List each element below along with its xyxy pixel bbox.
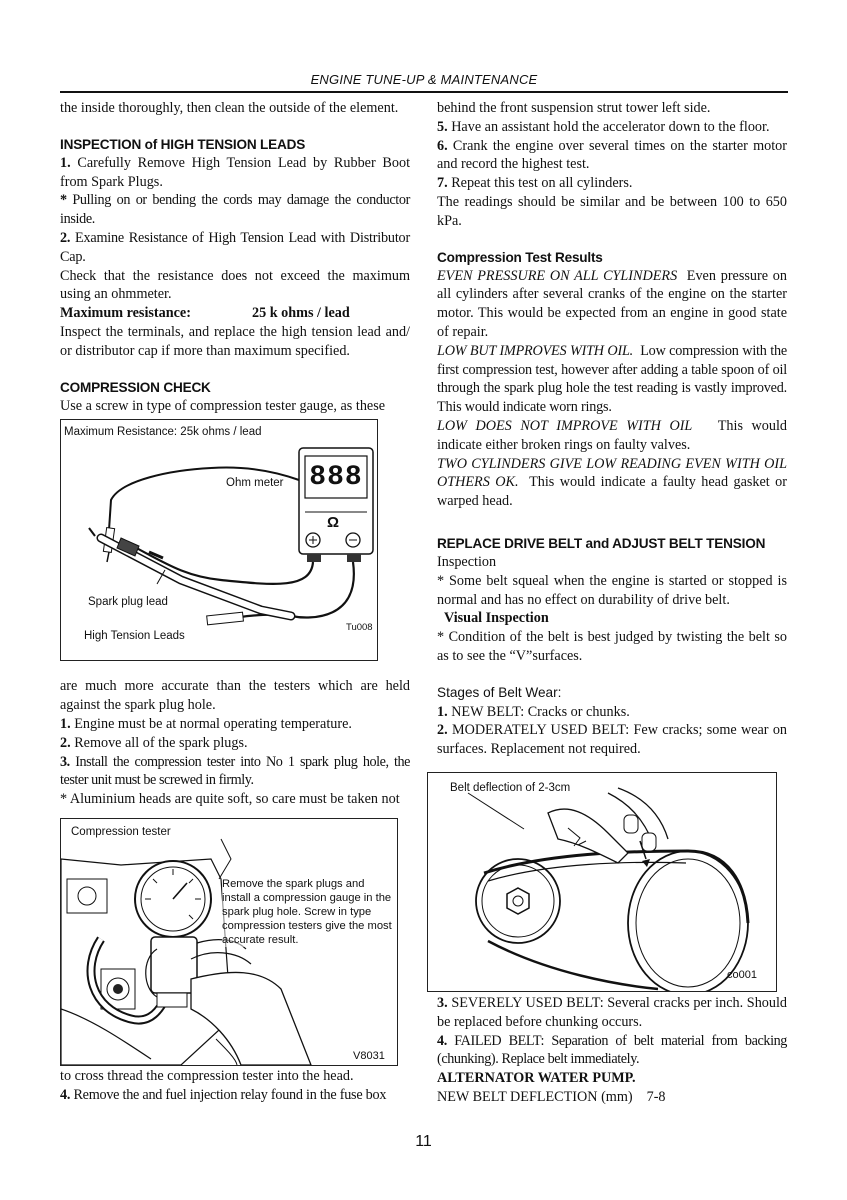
deflection-value: 7-8: [646, 1088, 666, 1105]
ohm-meter-figure: [60, 419, 378, 661]
belt-deflection-figure: [427, 772, 777, 992]
ht-step-2: 2. Examine Resistance of High Tension Lead with Distributor Cap.: [60, 229, 410, 265]
figure-title: Compression tester: [71, 825, 171, 838]
ht-step-1: 1. Carefully Remove High Tension Lead by Rubber Boot from Spark Plugs.: [60, 154, 411, 190]
comp-step-4: 4. Remove the and fuel injection relay found in the fuse box: [60, 1086, 387, 1103]
ht-heading: INSPECTION of HIGH TENSION LEADS: [60, 136, 306, 152]
belt-heading: REPLACE DRIVE BELT and ADJUST BELT TENSION: [437, 535, 766, 551]
result-low-no-improve: LOW DOES NOT IMPROVE WITH OIL This would indicate either broken rings on faulty valves.: [437, 417, 787, 453]
figure-title: Maximum Resistance: 25k ohms / lead: [64, 426, 262, 439]
stages-heading: Stages of Belt Wear:: [437, 684, 562, 700]
comp-step-6: 6. Crank the engine over several times on the starter motor and record the highest test.: [437, 137, 787, 173]
page-header: ENGINE TUNE-UP & MAINTENANCE: [310, 72, 538, 87]
compression-heading: COMPRESSION CHECK: [60, 379, 211, 395]
ht-inspect: Inspect the terminals, and replace the high tension lead and/ or distributor cap if more than maximum specified.: [60, 323, 410, 359]
spark-plug-lead-label: Spark plug lead: [88, 596, 168, 609]
comp-step-2: 2. Remove all of the spark plugs.: [60, 734, 248, 751]
figure-code: Tu008: [346, 622, 373, 634]
stage-2: 2. MODERATELY USED BELT: Few cracks; some wear on surfaces. Replacement not required.: [437, 722, 788, 758]
stage-1: 1. NEW BELT: Cracks or chunks.: [437, 703, 630, 720]
ohm-meter-label: Ohm meter: [226, 477, 284, 490]
ht-check: Check that the resistance does not exceed the maximum using an ohmmeter.: [60, 267, 410, 303]
belt-deflection-illustration: [428, 773, 776, 991]
intro-text: the inside thoroughly, then clean the outside of the element.: [60, 100, 399, 116]
alternator-heading: ALTERNATOR WATER PUMP.: [437, 1070, 636, 1087]
belt-note-2: * Condition of the belt is best judged by twisting the belt so as to see the “V”surfaces.: [437, 629, 787, 664]
results-heading: Compression Test Results: [437, 249, 603, 265]
comp-step-5: 5. Have an assistant hold the accelerator down to the floor.: [437, 118, 770, 135]
right-intro: behind the front suspension strut tower left side.: [437, 100, 711, 116]
aluminium-note: * Aluminium heads are quite soft, so care must be taken not: [60, 791, 400, 808]
ht-leads-label: High Tension Leads: [84, 630, 185, 643]
max-resistance: Maximum resistance: 25 k ohms / lead: [60, 305, 350, 322]
visual-inspection-heading: Visual Inspection: [444, 610, 549, 627]
figure-code: V8031: [353, 1049, 385, 1062]
result-low-improves: LOW BUT IMPROVES WITH OIL. Low compression with the first compression test, however after adding a table spoon of oil through the spark plug hole the test reading is vastly improved. This would indicate worn rings.: [437, 342, 788, 416]
page-number: 11: [415, 1133, 432, 1150]
new-belt-deflection: NEW BELT DEFLECTION (mm) 7-8: [437, 1088, 666, 1105]
header-rule: [60, 91, 788, 93]
right-column: [437, 99, 787, 1107]
stage-3: 3. SEVERELY USED BELT: Several cracks per inch. Should be replaced before chunking occurs.: [437, 994, 788, 1030]
readings-text: The readings should be similar and be between 100 to 650 kPa.: [437, 193, 787, 229]
belt-note-1: * Some belt squeal when the engine is started or stopped is normal and has no effect on durability of drive belt.: [437, 572, 787, 608]
figure-caption: Remove the spark plugs and install a compression gauge in the spark plug hole. Screw in type compression testers give the most accurate result.: [222, 877, 394, 947]
inspection-label: Inspection: [437, 553, 497, 570]
compression-continued: are much more accurate than the testers which are held against the spark plug hole.: [60, 678, 410, 714]
comp-step-1: 1. Engine must be at normal operating temperature.: [60, 715, 352, 732]
left-column: [60, 99, 410, 1105]
aluminium-note-continued: to cross thread the compression tester into the head.: [60, 1067, 354, 1084]
comp-step-3: 3. Install the compression tester into No 1 spark plug hole, the tester unit must be screwed in firmly.: [60, 753, 410, 789]
result-two-cylinders: TWO CYLINDERS GIVE LOW READING EVEN WITH OIL OTHERS OK. This would indicate a faulty head gasket or warped head.: [437, 455, 787, 510]
comp-step-7: 7. Repeat this test on all cylinders.: [437, 175, 633, 192]
stage-4: 4. FAILED BELT: Separation of belt material from backing (chunking). Replace belt immediately.: [437, 1032, 787, 1068]
ohm-meter-illustration: [61, 420, 377, 660]
result-even: EVEN PRESSURE ON ALL CYLINDERS Even pressure on all cylinders after several cranks of the engine on the starter motor. This would be expected from an engine in good state of repair.: [437, 267, 787, 340]
figure-code: co001: [727, 968, 757, 981]
figure-title: Belt deflection of 2-3cm: [450, 781, 571, 794]
compression-intro: Use a screw in type of compression tester gauge, as these: [60, 397, 386, 414]
ht-note: * Pulling on or bending the cords may damage the conductor inside.: [60, 192, 410, 228]
compression-tester-figure: [60, 818, 398, 1066]
ohm-display: 888: [309, 462, 363, 494]
omega-symbol: Ω: [327, 514, 340, 532]
